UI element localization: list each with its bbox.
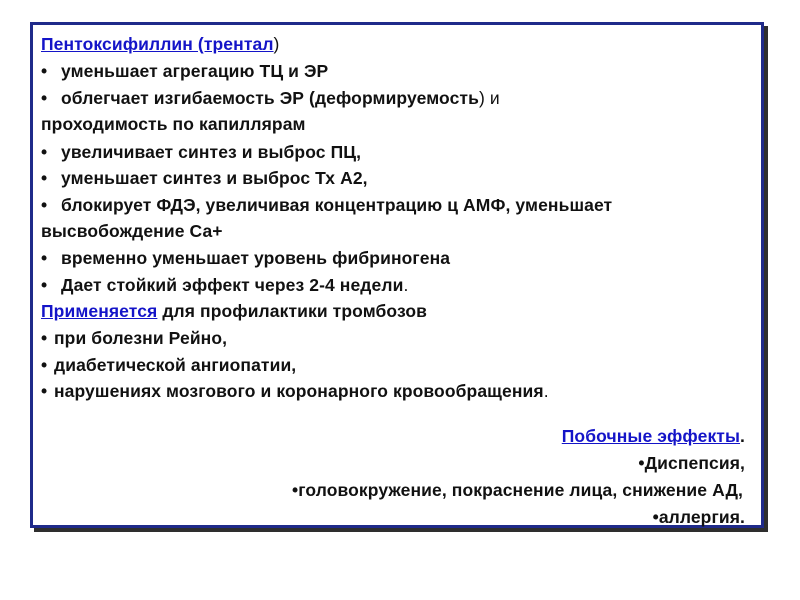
bullet-text-rest: ) и xyxy=(478,88,500,108)
bullet-icon: • xyxy=(41,168,48,188)
bullet-item xyxy=(41,141,361,163)
usage-item xyxy=(41,327,227,349)
bullet-text: временно уменьшает уровень фибриногена xyxy=(61,248,451,268)
side-effect-text: головокружение, покраснение лица, снижение АД, xyxy=(298,480,743,500)
bullet-text-end: . xyxy=(403,275,409,295)
side-effect-item xyxy=(638,452,745,474)
bullet-item xyxy=(41,87,500,109)
usage-item-text: нарушениях мозгового и коронарного кровообращения xyxy=(54,381,544,401)
side-effect-text: аллергия. xyxy=(658,507,745,527)
usage-link[interactable]: Применяется xyxy=(41,301,158,321)
bullet-item xyxy=(41,60,328,82)
drug-name-link[interactable]: Пентоксифиллин (трентал xyxy=(41,34,274,54)
bullet-text: увеличивает синтез и выброс ПЦ, xyxy=(61,142,362,162)
side-effects-heading xyxy=(562,425,745,447)
usage-item-text: при болезни Рейно, xyxy=(54,328,228,348)
side-effect-item xyxy=(292,479,743,501)
bullet-text: уменьшает синтез и выброс Тх А2, xyxy=(61,168,368,188)
bullet-item xyxy=(41,274,408,296)
bullet-icon: • xyxy=(41,381,48,401)
bullet-item xyxy=(41,247,450,269)
bullet-icon: • xyxy=(291,480,299,500)
usage-item-text: диабетической ангиопатии, xyxy=(54,355,297,375)
bullet-item xyxy=(41,167,368,189)
bullet-icon: • xyxy=(41,275,48,295)
bullet-icon: • xyxy=(638,453,645,473)
usage-item-end: . xyxy=(543,381,549,401)
drug-heading xyxy=(41,33,279,55)
bullet-icon: • xyxy=(41,61,48,81)
side-effect-text: Диспепсия, xyxy=(644,453,745,473)
bullet-text: уменьшает агрегацию ТЦ и ЭР xyxy=(61,61,329,81)
bullet-continuation: высвобождение Са+ xyxy=(41,221,223,241)
slide-frame xyxy=(30,22,764,528)
bullet-icon: • xyxy=(41,195,48,215)
bullet-item xyxy=(41,194,612,216)
bullet-icon: • xyxy=(41,328,48,348)
bullet-icon: • xyxy=(41,355,48,375)
bullet-icon: • xyxy=(652,507,659,527)
bullet-text: Дает стойкий эффект через 2-4 недели xyxy=(61,275,404,295)
drug-heading-paren: ) xyxy=(273,34,280,54)
side-effects-heading-end: . xyxy=(740,426,745,446)
bullet-icon: • xyxy=(41,88,48,108)
bullet-icon: • xyxy=(41,248,48,268)
usage-heading xyxy=(41,300,427,322)
side-effects-link[interactable]: Побочные эффекты xyxy=(561,426,741,446)
usage-item xyxy=(41,380,549,402)
bullet-continuation: проходимость по капиллярам xyxy=(41,114,306,134)
side-effect-item xyxy=(653,506,745,528)
usage-item xyxy=(41,354,296,376)
bullet-icon: • xyxy=(41,142,48,162)
bullet-text: облегчает изгибаемость ЭР (деформируемость xyxy=(61,88,479,108)
usage-heading-text: для профилактики тромбозов xyxy=(157,301,427,321)
bullet-text: блокирует ФДЭ, увеличивая концентрацию ц АМФ, уменьшает xyxy=(61,195,613,215)
